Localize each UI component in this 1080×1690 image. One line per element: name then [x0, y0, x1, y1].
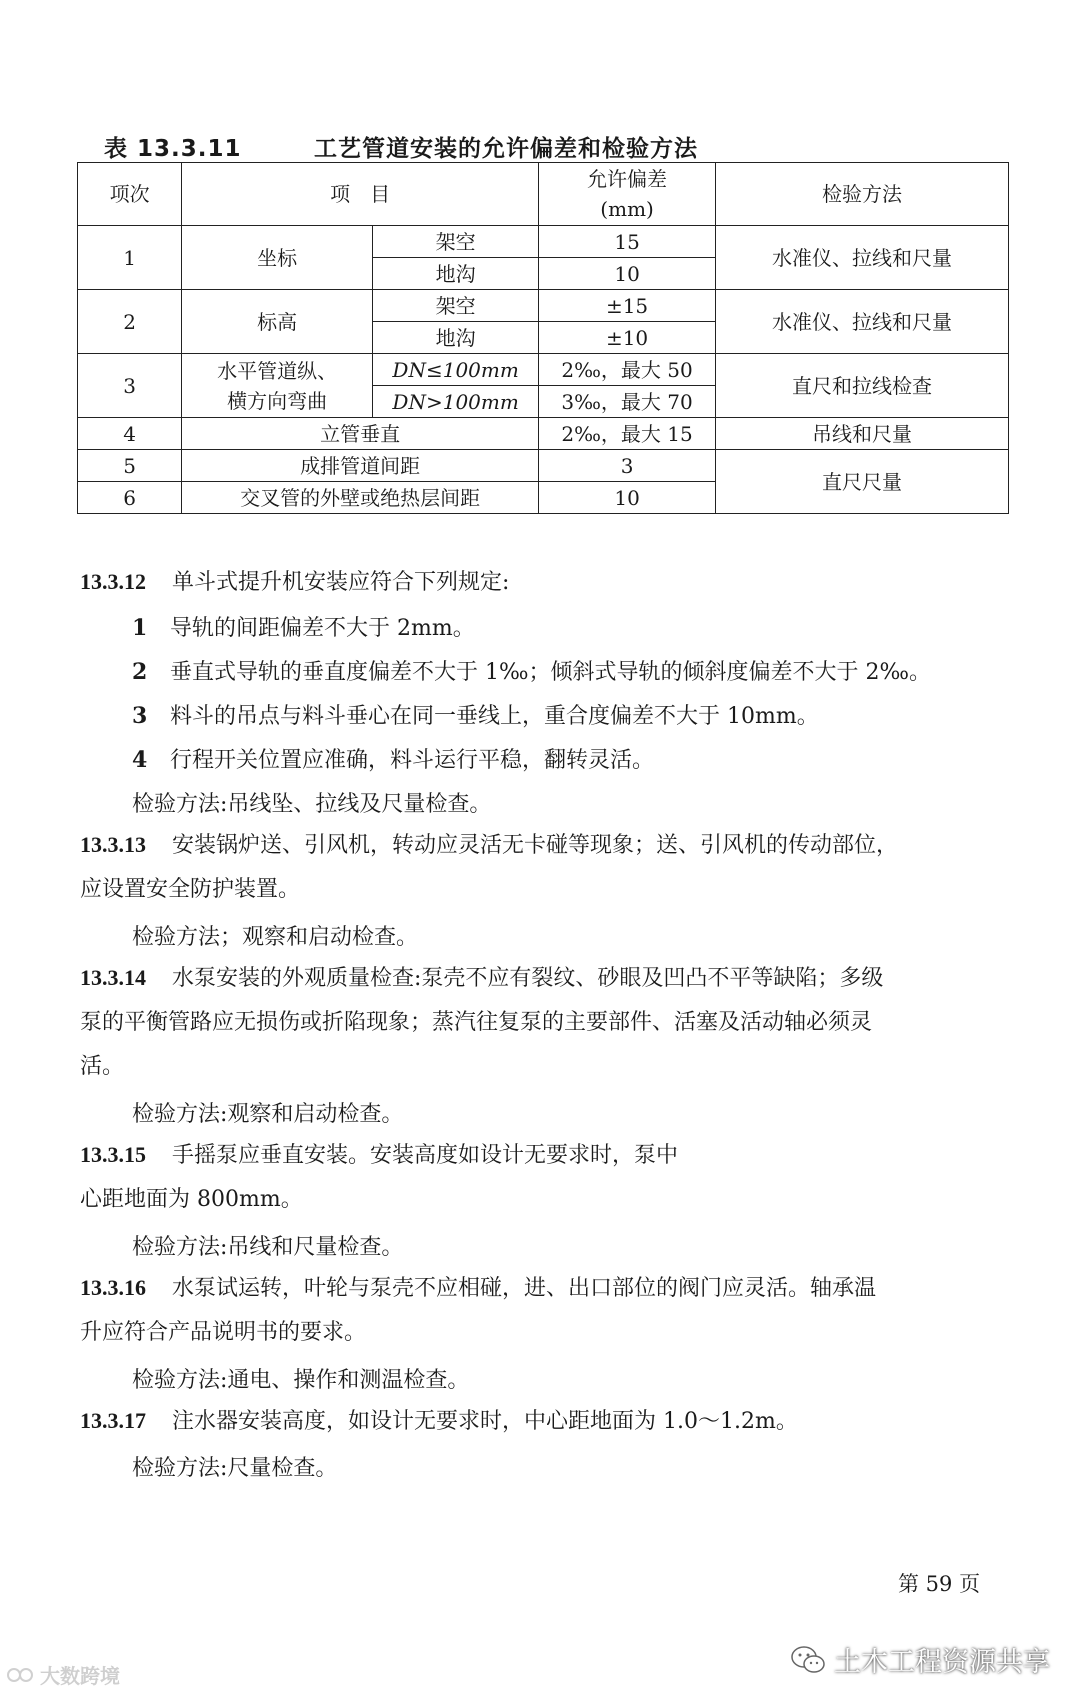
clause-13-3-14: 13.3.14 水泵安装的外观质量检查:泵壳不应有裂纹、砂眼及凹凸不平等缺陷；多级 泵的平衡管路应无损伤或折陷现象；蒸汽往复泵的主要部件、活塞及活动轴必须灵 活。: [80, 965, 884, 1079]
clause-13-3-15: 13.3.15 手摇泵应垂直安装。安装高度如设计无要求时，泵中 心距地面为 800mm。: [80, 1142, 679, 1212]
list-item: 1 导轨的间距偏差不大于 2mm。: [132, 615, 475, 641]
header-tolerance: 允许偏差 (mm): [539, 163, 716, 226]
cell-method: 直尺尺量: [716, 450, 1009, 514]
cell-sub: 架空: [373, 290, 539, 322]
cell-method: 直尺和拉线检查: [716, 354, 1009, 418]
header-item: 项 目: [182, 163, 539, 226]
header-method: 检验方法: [716, 163, 1009, 226]
table-row: [78, 418, 1009, 450]
table-caption: [104, 130, 698, 163]
table-row: [78, 290, 1009, 322]
tolerance-table: [77, 162, 1009, 514]
list-item: 2 垂直式导轨的垂直度偏差不大于 1‰；倾斜式导轨的倾斜度偏差不大于 2‰。: [132, 659, 932, 685]
cell-no: 4: [78, 418, 182, 450]
cell-sub: 地沟: [373, 258, 539, 290]
table-row: [78, 354, 1009, 386]
cell-method: 水准仪、拉线和尺量: [716, 226, 1009, 290]
page-number: 第 59 页: [898, 1572, 981, 1596]
cell-no: 2: [78, 290, 182, 354]
cell-tol: 2‰，最大 15: [539, 418, 716, 450]
inspection-method: 检验方法:吊线坠、拉线及尺量检查。: [132, 792, 492, 817]
inspection-method: 检验方法；观察和启动检查。: [132, 925, 419, 950]
clause-text: 单斗式提升机安装应符合下列规定:: [172, 570, 510, 595]
inspection-method: 检验方法:通电、操作和测温检查。: [132, 1368, 470, 1393]
cell-no: 1: [78, 226, 182, 290]
cell-sub: DN≤100mm: [373, 354, 539, 386]
cell-item: 坐标: [182, 226, 373, 290]
cell-no: 5: [78, 450, 182, 482]
cell-sub: DN>100mm: [373, 386, 539, 418]
cell-item: 水平管道纵、 横方向弯曲: [182, 354, 373, 418]
clause-number: 13.3.12: [80, 569, 146, 594]
cell-tol: 2‰，最大 50: [539, 354, 716, 386]
cell-tol: 15: [539, 226, 716, 258]
clause-13-3-13: 13.3.13 安装锅炉送、引风机，转动应灵活无卡碰等现象；送、引风机的传动部位， 应设置安全防护装置。: [80, 832, 899, 902]
cell-item: 交叉管的外壁或绝热层间距: [182, 482, 539, 514]
cell-tol: ±15: [539, 290, 716, 322]
inspection-method: 检验方法:观察和启动检查。: [132, 1102, 404, 1127]
table-title: 工艺管道安装的允许偏差和检验方法: [314, 136, 698, 162]
cell-method: 水准仪、拉线和尺量: [716, 290, 1009, 354]
table-row: [78, 450, 1009, 482]
cell-method: 吊线和尺量: [716, 418, 1009, 450]
table-row: [78, 226, 1009, 258]
cell-tol: ±10: [539, 322, 716, 354]
table-header-row: [78, 163, 1009, 226]
cell-tol: 10: [539, 482, 716, 514]
cell-item: 成排管道间距: [182, 450, 539, 482]
cell-sub: 架空: [373, 226, 539, 258]
wechat-icon: [790, 1645, 826, 1675]
cell-tol: 3: [539, 450, 716, 482]
watermark-right: 土木工程资源共享: [790, 1640, 1050, 1679]
header-no: 项次: [78, 163, 182, 226]
cell-tol: 3‰，最大 70: [539, 386, 716, 418]
list-item: 3 料斗的吊点与料斗垂心在同一垂线上，重合度偏差不大于 10mm。: [132, 703, 819, 729]
list-item: 4 行程开关位置应准确，料斗运行平稳，翻转灵活。: [132, 747, 655, 773]
cell-no: 6: [78, 482, 182, 514]
clause-13-3-17: 13.3.17 注水器安装高度，如设计无要求时，中心距地面为 1.0～1.2m。: [80, 1408, 798, 1434]
clause-13-3-12: [80, 560, 1010, 605]
clause-13-3-16: 13.3.16 水泵试运转，叶轮与泵壳不应相碰，进、出口部位的阀门应灵活。轴承温 升应符合产品说明书的要求。: [80, 1275, 877, 1345]
inspection-method: 检验方法:吊线和尺量检查。: [132, 1235, 404, 1260]
cell-sub: 地沟: [373, 322, 539, 354]
cell-tol: 10: [539, 258, 716, 290]
watermark-left: 大数跨境: [6, 1660, 120, 1689]
cell-item: 标高: [182, 290, 373, 354]
cell-item: 立管垂直: [182, 418, 539, 450]
cell-no: 3: [78, 354, 182, 418]
table-number: 表 13.3.11: [104, 136, 242, 162]
inspection-method: 检验方法:尺量检查。: [132, 1456, 338, 1481]
brand-logo-icon: [6, 1666, 36, 1684]
